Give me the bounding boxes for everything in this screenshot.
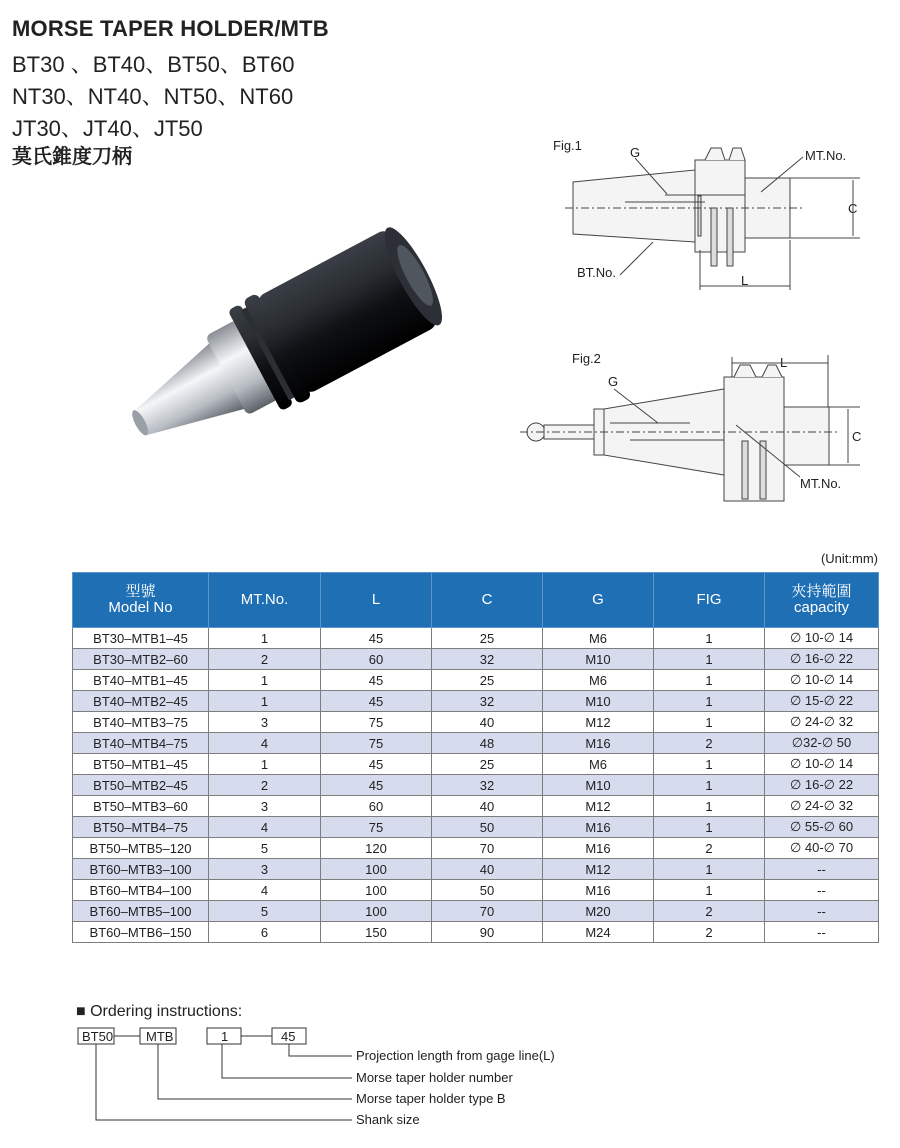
table-cell: ∅ 55-∅ 60 xyxy=(765,817,879,838)
table-cell: 32 xyxy=(432,691,543,712)
table-cell: 60 xyxy=(321,796,432,817)
code-bt50: BT50 xyxy=(82,1029,114,1044)
table-cell: 45 xyxy=(321,670,432,691)
table-cell: 50 xyxy=(432,880,543,901)
code-mtb: MTB xyxy=(146,1029,174,1044)
table-cell: BT50–MTB4–75 xyxy=(73,817,209,838)
fig1-drawing xyxy=(515,130,885,300)
table-cell: BT60–MTB6–150 xyxy=(73,922,209,943)
code-box-number xyxy=(207,1028,241,1044)
table-cell: ∅ 15-∅ 22 xyxy=(765,691,879,712)
code-length: 45 xyxy=(281,1029,296,1044)
table-row xyxy=(73,691,879,712)
table-row xyxy=(73,670,879,691)
table-cell: -- xyxy=(765,859,879,880)
table-cell: ∅32-∅ 50 xyxy=(765,733,879,754)
table-cell: BT60–MTB4–100 xyxy=(73,880,209,901)
table-cell: 1 xyxy=(654,628,765,649)
table-row xyxy=(73,628,879,649)
table-row xyxy=(73,922,879,943)
table-cell: BT30–MTB1–45 xyxy=(73,628,209,649)
table-cell: 4 xyxy=(209,880,321,901)
table-row xyxy=(73,649,879,670)
table-cell: 1 xyxy=(209,670,321,691)
table-cell: 120 xyxy=(321,838,432,859)
table-cell: 40 xyxy=(432,859,543,880)
table-cell: 4 xyxy=(209,733,321,754)
table-cell: 1 xyxy=(654,775,765,796)
table-cell: 50 xyxy=(432,817,543,838)
table-cell: BT60–MTB5–100 xyxy=(73,901,209,922)
table-cell: 3 xyxy=(209,796,321,817)
table-cell: M10 xyxy=(543,691,654,712)
table-cell: M16 xyxy=(543,838,654,859)
table-cell: BT40–MTB2–45 xyxy=(73,691,209,712)
fig1-g-label: G xyxy=(630,145,641,160)
code-box-length xyxy=(272,1028,306,1044)
table-cell: M16 xyxy=(543,733,654,754)
table-cell: 1 xyxy=(654,691,765,712)
table-cell: 2 xyxy=(209,775,321,796)
fig2-g-label: G xyxy=(608,374,619,389)
fig2-c-label: C xyxy=(852,429,862,444)
table-cell: ∅ 10-∅ 14 xyxy=(765,754,879,775)
table-row xyxy=(73,880,879,901)
table-cell: BT30–MTB2–60 xyxy=(73,649,209,670)
table-cell: 5 xyxy=(209,901,321,922)
series-line-jt: JT30、JT40、JT50 xyxy=(12,116,203,141)
table-cell: 150 xyxy=(321,922,432,943)
table-row xyxy=(73,733,879,754)
table-cell: 32 xyxy=(432,649,543,670)
table-cell: 2 xyxy=(209,649,321,670)
table-cell: 75 xyxy=(321,817,432,838)
header-c: C xyxy=(432,573,543,628)
fig2-label: Fig.2 xyxy=(572,351,601,366)
explain-type: Morse taper holder type B xyxy=(356,1091,506,1106)
table-row xyxy=(73,901,879,922)
table-cell: 2 xyxy=(654,901,765,922)
header-g: G xyxy=(543,573,654,628)
table-header-row xyxy=(73,573,879,628)
table-cell: 1 xyxy=(209,754,321,775)
table-cell: 25 xyxy=(432,628,543,649)
table-cell: 3 xyxy=(209,712,321,733)
table-cell: 5 xyxy=(209,838,321,859)
table-cell: 1 xyxy=(654,649,765,670)
table-cell: 1 xyxy=(209,691,321,712)
product-image xyxy=(100,210,460,480)
table-cell: BT50–MTB2–45 xyxy=(73,775,209,796)
table-cell: 25 xyxy=(432,670,543,691)
table-cell: 100 xyxy=(321,880,432,901)
table-cell: BT50–MTB5–120 xyxy=(73,838,209,859)
table-cell: 1 xyxy=(654,712,765,733)
table-row xyxy=(73,712,879,733)
header-mt-no: MT.No. xyxy=(209,573,321,628)
table-cell: BT50–MTB1–45 xyxy=(73,754,209,775)
table-cell: M16 xyxy=(543,817,654,838)
table-cell: 70 xyxy=(432,901,543,922)
table-cell: M12 xyxy=(543,712,654,733)
table-cell: 2 xyxy=(654,733,765,754)
table-cell: 32 xyxy=(432,775,543,796)
unit-label: (Unit:mm) xyxy=(820,551,878,566)
table-cell: 1 xyxy=(654,796,765,817)
fig2-l-label: L xyxy=(780,355,788,370)
table-cell: M6 xyxy=(543,628,654,649)
table-cell: 45 xyxy=(321,775,432,796)
table-cell: M12 xyxy=(543,859,654,880)
table-cell: 1 xyxy=(654,670,765,691)
table-cell: 48 xyxy=(432,733,543,754)
table-cell: 6 xyxy=(209,922,321,943)
fig1-mt-label: MT.No. xyxy=(805,148,847,163)
code-box-mtb xyxy=(140,1028,176,1044)
table-cell: 25 xyxy=(432,754,543,775)
table-cell: 40 xyxy=(432,712,543,733)
table-cell: 1 xyxy=(654,859,765,880)
table-cell: -- xyxy=(765,922,879,943)
header-model: 型號 Model No xyxy=(73,573,209,628)
table-cell: 1 xyxy=(209,628,321,649)
table-cell: 60 xyxy=(321,649,432,670)
table-cell: M10 xyxy=(543,649,654,670)
table-cell: 2 xyxy=(654,838,765,859)
explain-length: Projection length from gage line(L) xyxy=(356,1048,555,1063)
table-cell: ∅ 16-∅ 22 xyxy=(765,649,879,670)
header-fig: FIG xyxy=(654,573,765,628)
table-cell: M6 xyxy=(543,670,654,691)
table-cell: ∅ 10-∅ 14 xyxy=(765,628,879,649)
table-cell: ∅ 24-∅ 32 xyxy=(765,796,879,817)
code-box-bt50 xyxy=(78,1028,114,1044)
explain-shank: Shank size xyxy=(356,1112,420,1127)
table-cell: ∅ 10-∅ 14 xyxy=(765,670,879,691)
spec-table xyxy=(72,572,879,943)
table-cell: 90 xyxy=(432,922,543,943)
code-number: 1 xyxy=(221,1029,229,1044)
table-cell: M16 xyxy=(543,880,654,901)
ordering-heading: ■ Ordering instructions: xyxy=(76,1003,243,1020)
table-row xyxy=(73,796,879,817)
table-cell: 45 xyxy=(321,628,432,649)
table-cell: -- xyxy=(765,901,879,922)
header-capacity: 夾持範圍 capacity xyxy=(765,573,879,628)
table-cell: ∅ 40-∅ 70 xyxy=(765,838,879,859)
table-cell: -- xyxy=(765,880,879,901)
table-cell: ∅ 16-∅ 22 xyxy=(765,775,879,796)
fig1-l-label: L xyxy=(741,273,749,288)
table-row xyxy=(73,838,879,859)
table-cell: ∅ 24-∅ 32 xyxy=(765,712,879,733)
fig2-mt-label: MT.No. xyxy=(800,476,842,491)
explain-number: Morse taper holder number xyxy=(356,1070,513,1085)
fig2-drawing xyxy=(510,345,885,515)
table-cell: 4 xyxy=(209,817,321,838)
table-cell: 1 xyxy=(654,754,765,775)
page-title: MORSE TAPER HOLDER/MTB xyxy=(12,16,329,41)
table-cell: 100 xyxy=(321,901,432,922)
table-cell: BT40–MTB1–45 xyxy=(73,670,209,691)
table-cell: BT40–MTB4–75 xyxy=(73,733,209,754)
fig1-bt-label: BT.No. xyxy=(577,265,617,280)
series-line-nt: NT30、NT40、NT50、NT60 xyxy=(12,84,294,109)
table-cell: 70 xyxy=(432,838,543,859)
table-cell: 3 xyxy=(209,859,321,880)
table-cell: 45 xyxy=(321,691,432,712)
table-row xyxy=(73,754,879,775)
table-cell: 1 xyxy=(654,880,765,901)
table-row xyxy=(73,817,879,838)
table-cell: 1 xyxy=(654,817,765,838)
fig1-c-label: C xyxy=(848,201,858,216)
table-cell: BT40–MTB3–75 xyxy=(73,712,209,733)
table-row xyxy=(73,859,879,880)
table-cell: 40 xyxy=(432,796,543,817)
table-cell: 45 xyxy=(321,754,432,775)
table-cell: M10 xyxy=(543,775,654,796)
chinese-title: 莫氏錐度刀柄 xyxy=(12,144,132,168)
table-cell: M24 xyxy=(543,922,654,943)
table-cell: 75 xyxy=(321,712,432,733)
series-line-bt: BT30 、BT40、BT50、BT60 xyxy=(12,52,295,77)
table-cell: M12 xyxy=(543,796,654,817)
table-cell: BT60–MTB3–100 xyxy=(73,859,209,880)
table-cell: M6 xyxy=(543,754,654,775)
table-cell: BT50–MTB3–60 xyxy=(73,796,209,817)
table-row xyxy=(73,775,879,796)
table-cell: 75 xyxy=(321,733,432,754)
table-cell: 2 xyxy=(654,922,765,943)
fig1-label: Fig.1 xyxy=(553,138,582,153)
table-cell: 100 xyxy=(321,859,432,880)
table-cell: M20 xyxy=(543,901,654,922)
header-l: L xyxy=(321,573,432,628)
